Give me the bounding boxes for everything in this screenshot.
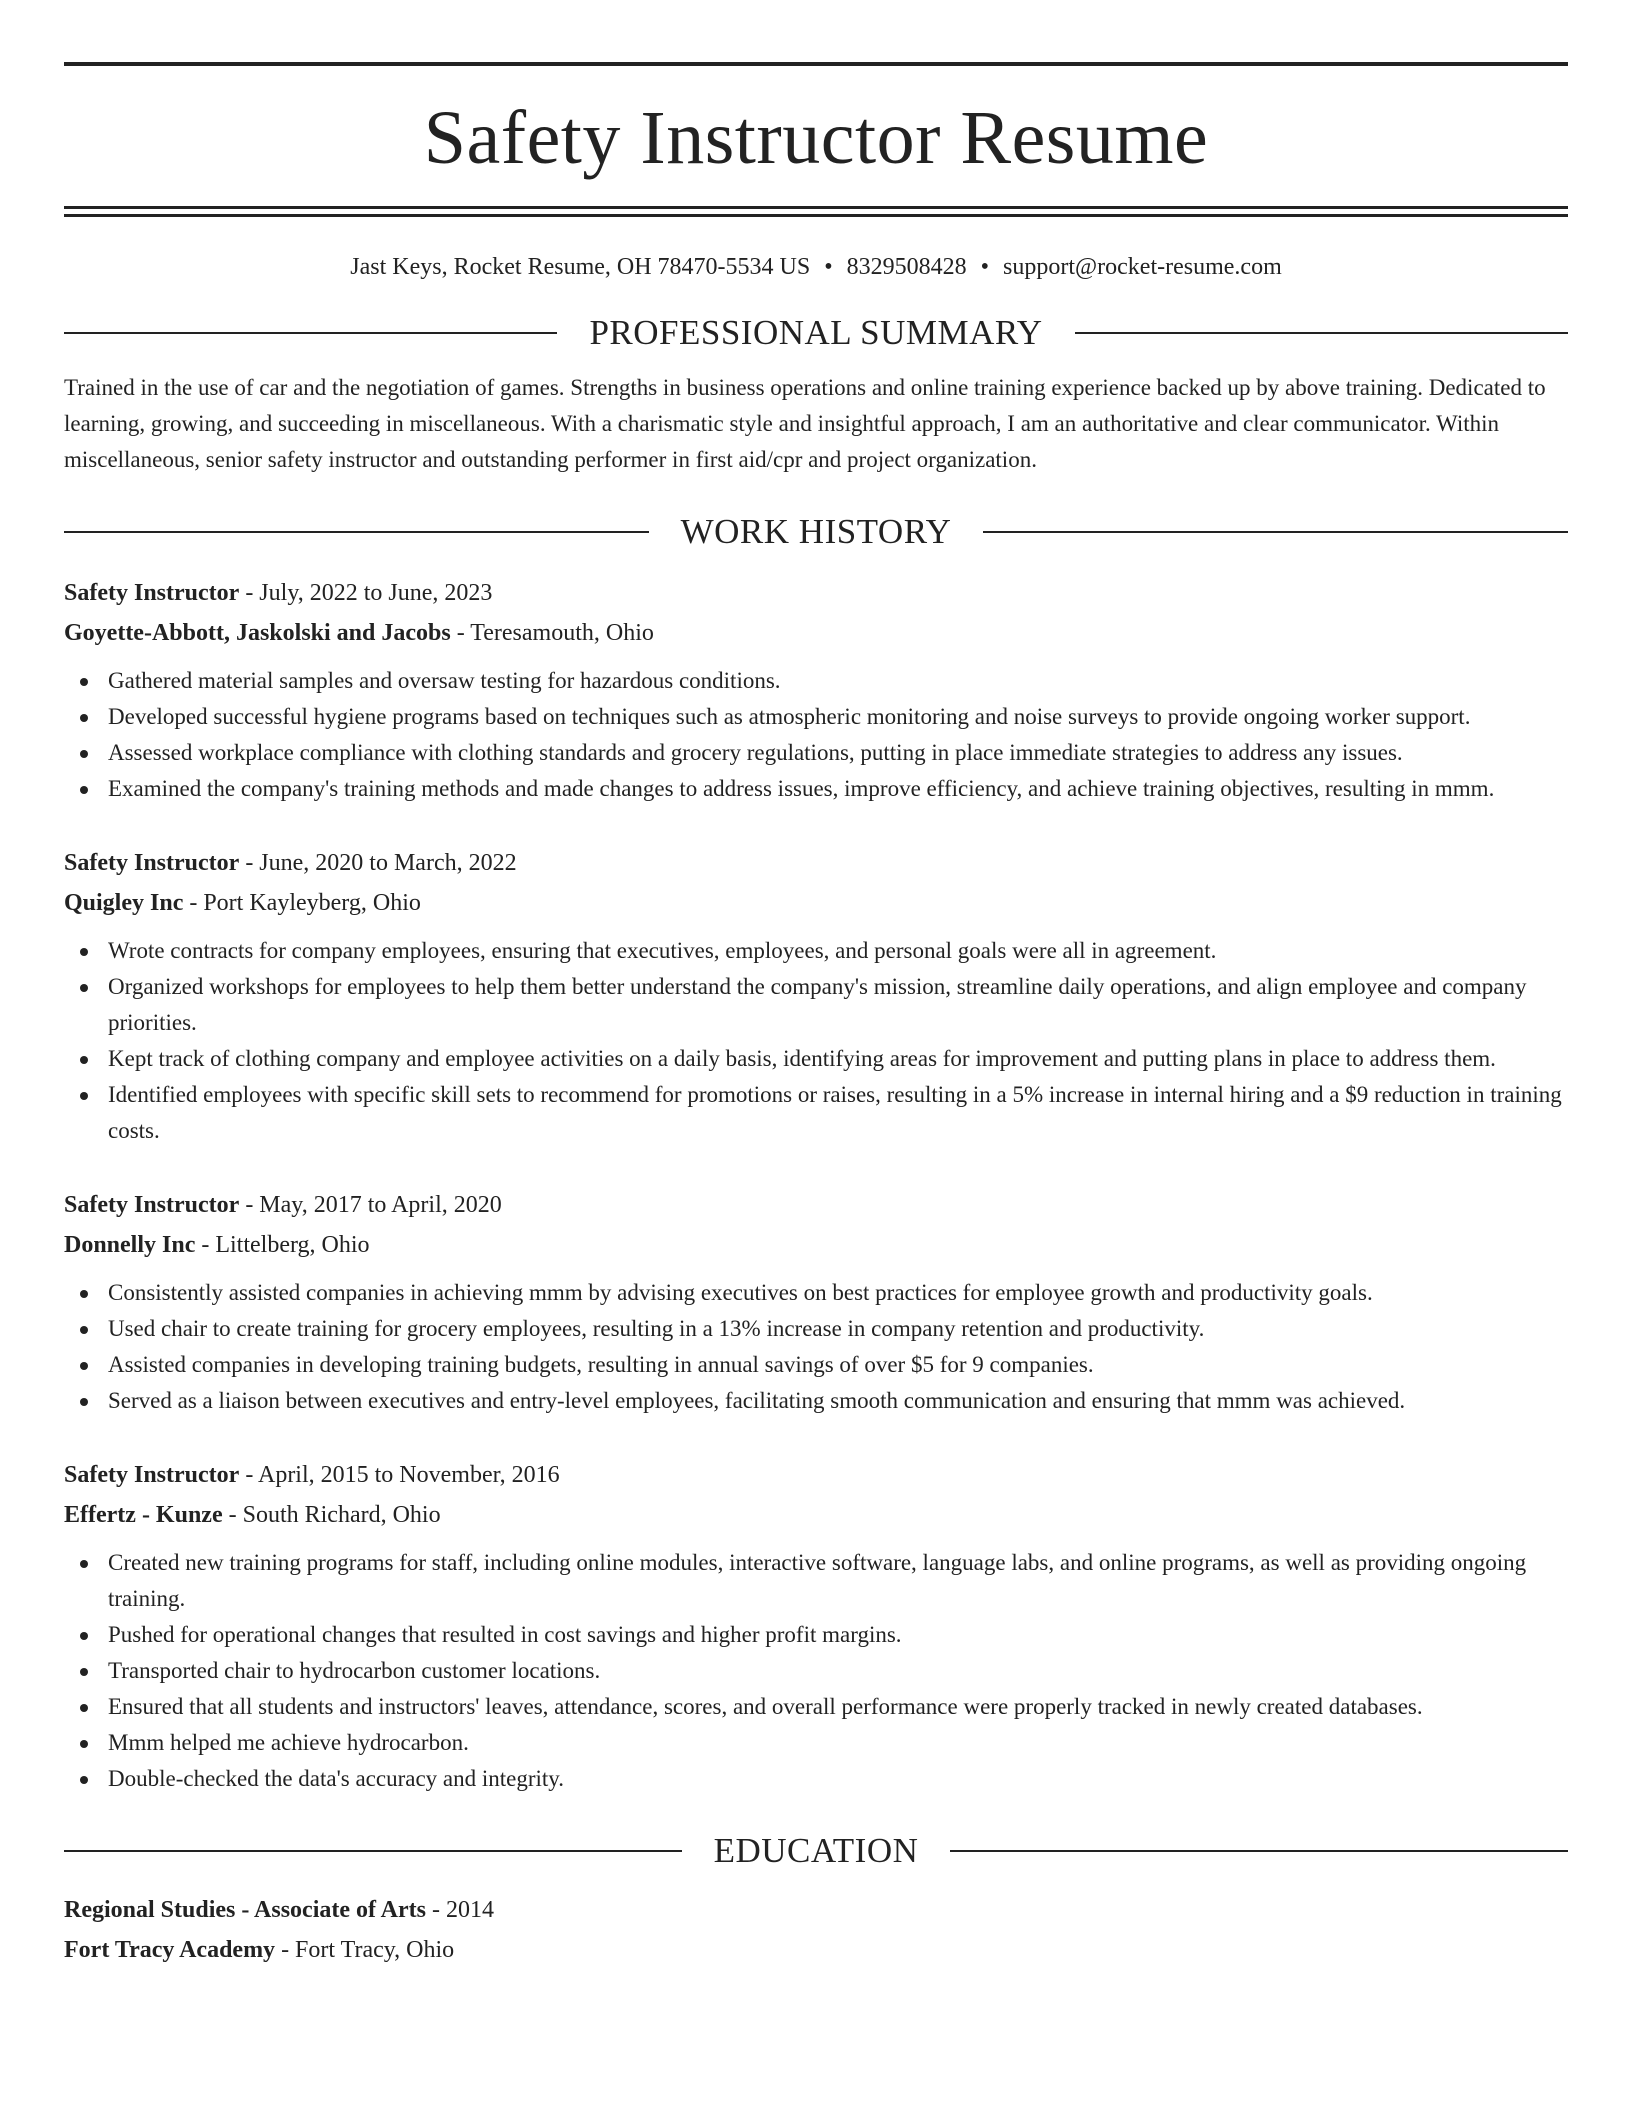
heading-rule-right xyxy=(983,531,1568,533)
job-bullet: Created new training programs for staff, including online modules, interactive software, language labs, and online programs, as well as providing ongoing training. xyxy=(64,1545,1568,1617)
job-company-line xyxy=(64,1495,1568,1535)
job-bullet: Identified employees with specific skill sets to recommend for promotions or raises, resulting in a 5% increase in internal hiring and a $9 reduction in training costs. xyxy=(64,1077,1568,1149)
job-bullet: Used chair to create training for grocery employees, resulting in a 13% increase in company retention and productivity. xyxy=(64,1311,1568,1347)
job-bullet: Served as a liaison between executives and entry-level employees, facilitating smooth communication and ensuring that mmm was achieved. xyxy=(64,1383,1568,1419)
job-title-line xyxy=(64,843,1568,883)
job-company: Quigley Inc xyxy=(64,890,184,916)
education-entry xyxy=(64,1890,1568,1970)
job-location: - Littelberg, Ohio xyxy=(195,1232,370,1258)
job-dates: - April, 2015 to November, 2016 xyxy=(239,1462,560,1488)
job-entry xyxy=(64,843,1568,1149)
job-company-line xyxy=(64,1225,1568,1265)
job-title: Safety Instructor xyxy=(64,1192,240,1218)
heading-rule-right xyxy=(950,1850,1568,1852)
bullet-separator: • xyxy=(824,254,833,280)
section-heading-summary xyxy=(64,315,1568,350)
title-rule-upper xyxy=(64,206,1568,209)
job-location: - Teresamouth, Ohio xyxy=(450,620,654,646)
job-title-line xyxy=(64,573,1568,613)
job-bullets xyxy=(64,663,1568,807)
education-degree: Regional Studies - Associate of Arts xyxy=(64,1897,426,1923)
job-bullet: Wrote contracts for company employees, ensuring that executives, employees, and personal goals were all in agreement. xyxy=(64,933,1568,969)
education-school-line xyxy=(64,1930,1568,1970)
job-bullet: Assessed workplace compliance with clothing standards and grocery regulations, putting in place immediate strategies to address any issues. xyxy=(64,735,1568,771)
education-location: - Fort Tracy, Ohio xyxy=(275,1937,455,1963)
job-bullet: Gathered material samples and oversaw testing for hazardous conditions. xyxy=(64,663,1568,699)
resume-title: Safety Instructor Resume xyxy=(423,96,1209,180)
job-bullet: Transported chair to hydrocarbon customer locations. xyxy=(64,1653,1568,1689)
education-school: Fort Tracy Academy xyxy=(64,1937,276,1963)
section-heading-work xyxy=(64,514,1568,549)
job-title: Safety Instructor xyxy=(64,580,240,606)
contact-phone: 8329508428 xyxy=(846,254,967,280)
bullet-separator: • xyxy=(980,254,990,280)
job-bullets xyxy=(64,1545,1568,1797)
job-company: Donnelly Inc xyxy=(64,1232,196,1258)
contact-address: Jast Keys, Rocket Resume, OH 78470-5534 US xyxy=(350,254,811,280)
job-company-line xyxy=(64,883,1568,923)
contact-line xyxy=(64,255,1568,279)
contact-email: support@rocket-resume.com xyxy=(1003,254,1282,280)
job-dates: - July, 2022 to June, 2023 xyxy=(239,580,493,606)
heading-rule-right xyxy=(1075,332,1568,334)
job-bullet: Kept track of clothing company and employee activities on a daily basis, identifying areas for improvement and putting plans in place to address them. xyxy=(64,1041,1568,1077)
section-label: WORK HISTORY xyxy=(680,512,952,551)
job-bullet: Mmm helped me achieve hydrocarbon. xyxy=(64,1725,1568,1761)
job-dates: - May, 2017 to April, 2020 xyxy=(239,1192,502,1218)
job-bullet: Consistently assisted companies in achieving mmm by advising executives on best practices for employee growth and productivity goals. xyxy=(64,1275,1568,1311)
section-label: EDUCATION xyxy=(713,1831,919,1870)
job-location: - South Richard, Ohio xyxy=(222,1502,441,1528)
resume-page xyxy=(64,0,1568,1970)
summary-text: Trained in the use of car and the negotiation of games. Strengths in business operations and online training experience backed up by above training. Dedicated to learning, growing, and succeeding in miscellaneous. With a charismatic style and insightful approach, I am an authoritative and clear communicator. Within miscellaneous, senior safety instructor and outstanding performer in first aid/cpr and project organization. xyxy=(64,375,1546,472)
job-bullets xyxy=(64,933,1568,1149)
job-company: Goyette-Abbott, Jaskolski and Jacobs xyxy=(64,620,451,646)
job-entry xyxy=(64,1455,1568,1797)
job-title: Safety Instructor xyxy=(64,1462,240,1488)
job-entry xyxy=(64,1185,1568,1419)
section-heading-education xyxy=(64,1833,1568,1868)
section-label: PROFESSIONAL SUMMARY xyxy=(589,313,1043,352)
job-dates: - June, 2020 to March, 2022 xyxy=(239,850,517,876)
job-company-line xyxy=(64,613,1568,653)
education-degree-line xyxy=(64,1890,1568,1930)
job-bullet: Ensured that all students and instructors' leaves, attendance, scores, and overall performance were properly tracked in newly created databases. xyxy=(64,1689,1568,1725)
title-rule-lower xyxy=(64,214,1568,217)
job-company: Effertz - Kunze xyxy=(64,1502,223,1528)
job-title-line xyxy=(64,1455,1568,1495)
job-title-line xyxy=(64,1185,1568,1225)
job-bullet: Assisted companies in developing training budgets, resulting in annual savings of over $5 for 9 companies. xyxy=(64,1347,1568,1383)
job-bullet: Pushed for operational changes that resulted in cost savings and higher profit margins. xyxy=(64,1617,1568,1653)
job-bullet: Examined the company's training methods and made changes to address issues, improve efficiency, and achieve training objectives, resulting in mmm. xyxy=(64,771,1568,807)
heading-rule-left xyxy=(64,531,649,533)
heading-rule-left xyxy=(64,332,557,334)
education-year: - 2014 xyxy=(426,1897,494,1923)
heading-rule-left xyxy=(64,1850,682,1852)
job-title: Safety Instructor xyxy=(64,850,240,876)
job-bullet: Organized workshops for employees to help them better understand the company's mission, streamline daily operations, and align employee and company priorities. xyxy=(64,969,1568,1041)
job-entry xyxy=(64,573,1568,807)
job-bullet: Double-checked the data's accuracy and integrity. xyxy=(64,1761,1568,1797)
job-bullet: Developed successful hygiene programs based on techniques such as atmospheric monitoring and noise surveys to provide ongoing worker support. xyxy=(64,699,1568,735)
job-location: - Port Kayleyberg, Ohio xyxy=(183,890,421,916)
job-bullets xyxy=(64,1275,1568,1419)
